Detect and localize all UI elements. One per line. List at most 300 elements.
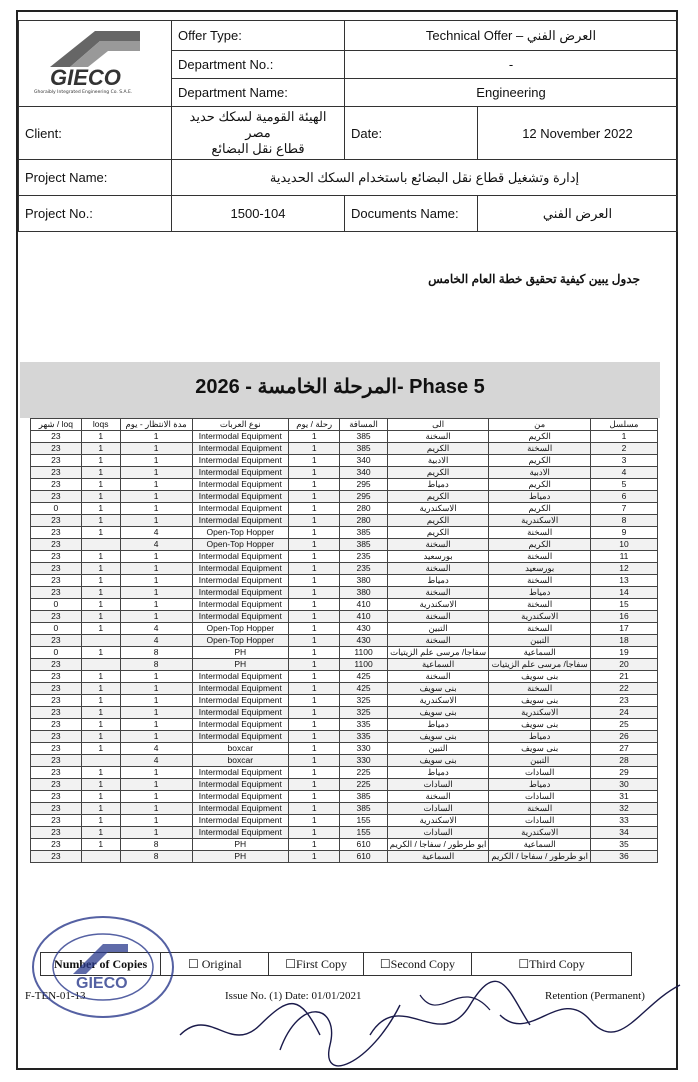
table-cell: boxcar [192, 743, 288, 755]
table-row [31, 539, 658, 551]
table-cell: 33 [590, 815, 657, 827]
table-cell: 1 [289, 443, 340, 455]
table-cell: 23 [31, 767, 82, 779]
table-cell: دمياط [489, 731, 591, 743]
table-cell: 23 [590, 695, 657, 707]
company-stamp-icon [28, 912, 178, 1022]
table-cell: سفاجا/ مرسى علم الزيتيات [489, 659, 591, 671]
table-cell: 1 [120, 683, 192, 695]
table-cell: 1 [120, 815, 192, 827]
table-cell: 4 [120, 623, 192, 635]
table-cell: Intermodal Equipment [192, 599, 288, 611]
table-cell: السادات [489, 791, 591, 803]
table-cell: الاسكندرية [489, 515, 591, 527]
table-cell: 380 [340, 587, 387, 599]
table-cell: 1 [289, 611, 340, 623]
table-cell [81, 635, 120, 647]
table-cell: 155 [340, 827, 387, 839]
table-cell: السخنة [489, 551, 591, 563]
table-cell: السماعية [489, 647, 591, 659]
table-cell: الكريم [387, 527, 489, 539]
table-cell: 8 [120, 851, 192, 863]
table-cell: 1 [289, 767, 340, 779]
table-cell: 8 [120, 659, 192, 671]
table-cell: 410 [340, 599, 387, 611]
table-cell: الادبية [489, 467, 591, 479]
table-cell: 1 [289, 431, 340, 443]
table-cell: 1 [289, 707, 340, 719]
svg-text:GIECO: GIECO [76, 975, 128, 992]
table-cell: 23 [31, 455, 82, 467]
table-cell: 610 [340, 851, 387, 863]
table-cell: 1 [81, 767, 120, 779]
table-cell: 1 [289, 575, 340, 587]
table-cell: 1 [289, 683, 340, 695]
table-cell: دمياط [387, 575, 489, 587]
table-cell: 1 [81, 695, 120, 707]
date-label: Date: [345, 107, 478, 160]
table-cell: 8 [590, 515, 657, 527]
table-row [31, 551, 658, 563]
table-cell: 35 [590, 839, 657, 851]
table-cell: 23 [31, 479, 82, 491]
table-cell: الاسكندرية [387, 815, 489, 827]
column-header-7: من [489, 419, 591, 431]
table-cell: 1 [81, 623, 120, 635]
table-cell: Open-Top Hopper [192, 527, 288, 539]
table-cell: 32 [590, 803, 657, 815]
copy-original-checkbox[interactable]: ☐ Original [161, 953, 269, 975]
table-cell: Intermodal Equipment [192, 683, 288, 695]
table-cell: السخنة [387, 791, 489, 803]
table-cell: 1 [81, 683, 120, 695]
table-cell: الادبية [387, 455, 489, 467]
table-cell: 1 [120, 611, 192, 623]
table-cell: 385 [340, 443, 387, 455]
table-cell: 4 [120, 527, 192, 539]
table-cell: 1 [289, 803, 340, 815]
table-cell: 1 [81, 503, 120, 515]
table-cell: الاسكندرية [387, 503, 489, 515]
table-cell: 13 [590, 575, 657, 587]
table-cell: التبين [489, 635, 591, 647]
table-cell: PH [192, 851, 288, 863]
copy-first-checkbox[interactable]: ☐First Copy [269, 953, 363, 975]
table-cell: 23 [31, 467, 82, 479]
table-cell: 4 [590, 467, 657, 479]
table-cell: 23 [31, 791, 82, 803]
table-cell: بنى سويف [387, 755, 489, 767]
table-cell: 27 [590, 743, 657, 755]
table-cell: 1 [81, 731, 120, 743]
table-row [31, 719, 658, 731]
table-cell: 1100 [340, 659, 387, 671]
table-cell: 1 [81, 515, 120, 527]
client-label: Client: [19, 107, 172, 160]
table-cell: 1 [289, 635, 340, 647]
table-cell: 1 [120, 503, 192, 515]
table-cell: 1 [289, 827, 340, 839]
table-cell: 25 [590, 719, 657, 731]
table-cell: 385 [340, 431, 387, 443]
table-cell: 4 [120, 755, 192, 767]
table-cell: 1 [289, 599, 340, 611]
table-cell: 1 [120, 671, 192, 683]
table-cell: 1 [81, 827, 120, 839]
table-cell: الكريم [489, 431, 591, 443]
table-cell [81, 539, 120, 551]
table-cell: 1 [289, 743, 340, 755]
table-cell: Intermodal Equipment [192, 611, 288, 623]
table-row [31, 839, 658, 851]
table-cell: 280 [340, 503, 387, 515]
table-cell: 23 [31, 443, 82, 455]
table-cell: 5 [590, 479, 657, 491]
phase-data-table [30, 418, 658, 863]
department-no-label: Department No.: [172, 51, 345, 79]
table-row [31, 587, 658, 599]
table-row [31, 815, 658, 827]
logo-text: GIECO [50, 65, 121, 90]
table-cell: Intermodal Equipment [192, 779, 288, 791]
table-cell: 7 [590, 503, 657, 515]
table-cell: السخنة [489, 803, 591, 815]
column-header-0: شهر / loq [31, 419, 82, 431]
table-cell: دمياط [387, 479, 489, 491]
table-cell: 385 [340, 539, 387, 551]
phase-banner [20, 362, 660, 418]
table-cell: Intermodal Equipment [192, 791, 288, 803]
table-cell: الاسكندرية [489, 611, 591, 623]
table-cell: 0 [31, 503, 82, 515]
table-cell: 0 [31, 647, 82, 659]
table-cell: 23 [31, 659, 82, 671]
table-row [31, 791, 658, 803]
table-cell: 295 [340, 491, 387, 503]
table-cell: 1 [81, 671, 120, 683]
table-cell: 1 [81, 803, 120, 815]
table-cell: 225 [340, 779, 387, 791]
column-header-8: مسلسل [590, 419, 657, 431]
table-cell: 1 [81, 443, 120, 455]
table-cell: 1 [81, 815, 120, 827]
table-cell: السادات [387, 827, 489, 839]
table-row [31, 443, 658, 455]
table-cell: السماعية [489, 839, 591, 851]
table-cell: الكريم [387, 443, 489, 455]
documents-name-value: العرض الفني [478, 196, 678, 232]
table-cell: السادات [489, 815, 591, 827]
table-cell: 1 [289, 623, 340, 635]
table-cell: 340 [340, 467, 387, 479]
table-cell: 1 [289, 695, 340, 707]
table-cell: 385 [340, 803, 387, 815]
table-cell: 335 [340, 731, 387, 743]
table-cell: 23 [31, 431, 82, 443]
table-cell: التبين [387, 623, 489, 635]
table-row [31, 695, 658, 707]
table-cell: 2 [590, 443, 657, 455]
table-row [31, 755, 658, 767]
table-body [31, 431, 658, 863]
table-cell: السادات [387, 803, 489, 815]
table-cell: 1 [120, 431, 192, 443]
table-cell: الكريم [387, 491, 489, 503]
table-cell: 1 [120, 587, 192, 599]
table-cell: 23 [31, 839, 82, 851]
table-cell: 14 [590, 587, 657, 599]
table-cell: 1 [289, 479, 340, 491]
table-row [31, 575, 658, 587]
table-cell: 1 [289, 491, 340, 503]
table-row [31, 659, 658, 671]
table-cell: 1 [81, 587, 120, 599]
table-cell: Intermodal Equipment [192, 707, 288, 719]
table-cell: 330 [340, 755, 387, 767]
table-row [31, 611, 658, 623]
table-cell: Open-Top Hopper [192, 539, 288, 551]
table-cell: 23 [31, 803, 82, 815]
table-cell: الكريم [489, 539, 591, 551]
table-cell: السخنة [387, 563, 489, 575]
table-cell: 1 [81, 455, 120, 467]
copy-second-checkbox[interactable]: ☐Second Copy [364, 953, 472, 975]
table-cell: 325 [340, 707, 387, 719]
table-cell: Intermodal Equipment [192, 695, 288, 707]
table-cell: 23 [31, 743, 82, 755]
table-cell: 6 [590, 491, 657, 503]
table-cell: 9 [590, 527, 657, 539]
table-cell [81, 755, 120, 767]
table-cell: 1 [289, 551, 340, 563]
table-row [31, 767, 658, 779]
table-cell: السخنة [387, 635, 489, 647]
table-cell: 1 [120, 467, 192, 479]
table-cell: 1 [289, 671, 340, 683]
department-no-value: - [345, 51, 678, 79]
table-row [31, 779, 658, 791]
table-cell: دمياط [387, 767, 489, 779]
table-header-row [31, 419, 658, 431]
table-cell: Intermodal Equipment [192, 443, 288, 455]
table-cell: الكريم [489, 503, 591, 515]
table-cell: بنى سويف [489, 671, 591, 683]
table-cell: PH [192, 647, 288, 659]
table-cell: 1 [81, 791, 120, 803]
table-cell: 3 [590, 455, 657, 467]
table-cell: بنى سويف [489, 743, 591, 755]
offer-type-label: Offer Type: [172, 21, 345, 51]
table-cell: 1 [81, 707, 120, 719]
footer-issue: Issue No. (1) Date: 01/01/2021 [225, 990, 362, 1002]
table-cell: 1 [289, 455, 340, 467]
table-cell: 23 [31, 587, 82, 599]
table-cell: 235 [340, 563, 387, 575]
table-row [31, 671, 658, 683]
table-cell: 23 [31, 683, 82, 695]
table-cell: 385 [340, 791, 387, 803]
table-cell: Intermodal Equipment [192, 515, 288, 527]
table-cell: Intermodal Equipment [192, 551, 288, 563]
table-cell: السخنة [489, 623, 591, 635]
table-cell: 21 [590, 671, 657, 683]
table-cell: boxcar [192, 755, 288, 767]
table-cell: 340 [340, 455, 387, 467]
table-cell: Open-Top Hopper [192, 635, 288, 647]
table-cell: 36 [590, 851, 657, 863]
table-cell: Intermodal Equipment [192, 431, 288, 443]
table-cell: 17 [590, 623, 657, 635]
table-cell: 1 [289, 563, 340, 575]
client-value-line2: قطاع نقل البضائع [211, 141, 305, 156]
column-header-1: loqs [81, 419, 120, 431]
table-cell: 425 [340, 671, 387, 683]
table-cell: Open-Top Hopper [192, 623, 288, 635]
table-cell: 425 [340, 683, 387, 695]
table-row [31, 563, 658, 575]
table-cell: الكريم [387, 467, 489, 479]
table-cell: 610 [340, 839, 387, 851]
table-cell: 380 [340, 575, 387, 587]
table-cell: 1 [289, 527, 340, 539]
table-cell: 1 [81, 527, 120, 539]
table-cell: دمياط [387, 719, 489, 731]
table-cell: 1 [289, 539, 340, 551]
table-cell: بورسعيد [489, 563, 591, 575]
table-cell: السادات [489, 767, 591, 779]
footer-retention: Retention (Permanent) [545, 990, 645, 1002]
table-cell: 1 [120, 443, 192, 455]
table-cell: 335 [340, 719, 387, 731]
table-cell: 23 [31, 671, 82, 683]
table-cell: 1 [590, 431, 657, 443]
table-cell: 410 [340, 611, 387, 623]
table-cell: 1 [120, 599, 192, 611]
table-cell: السخنة [387, 671, 489, 683]
table-cell: 29 [590, 767, 657, 779]
table-cell: 1 [81, 431, 120, 443]
table-cell: PH [192, 659, 288, 671]
table-row [31, 623, 658, 635]
table-cell: بنى سويف [387, 731, 489, 743]
table-cell: 31 [590, 791, 657, 803]
table-cell: بنى سويف [489, 695, 591, 707]
table-cell: 1 [289, 515, 340, 527]
table-cell: Intermodal Equipment [192, 803, 288, 815]
table-cell: Intermodal Equipment [192, 587, 288, 599]
table-cell: الكريم [489, 479, 591, 491]
table-cell: 11 [590, 551, 657, 563]
table-cell: 325 [340, 695, 387, 707]
table-cell: دمياط [489, 587, 591, 599]
table-cell: بنى سويف [387, 683, 489, 695]
table-cell: 16 [590, 611, 657, 623]
table-cell: Intermodal Equipment [192, 479, 288, 491]
table-cell: ابو طرطور / سفاجا / الكريم [489, 851, 591, 863]
table-row [31, 803, 658, 815]
table-cell: 1 [289, 719, 340, 731]
table-cell: الاسكندرية [387, 695, 489, 707]
table-cell: 30 [590, 779, 657, 791]
table-cell: السخنة [387, 611, 489, 623]
project-no-label: Project No.: [19, 196, 172, 232]
table-cell: 1 [120, 551, 192, 563]
table-cell: 10 [590, 539, 657, 551]
table-cell: 1 [289, 647, 340, 659]
table-cell: 1 [289, 779, 340, 791]
table-row [31, 731, 658, 743]
table-cell: 1 [120, 767, 192, 779]
table-cell: ابو طرطور / سفاجا / الكريم [387, 839, 489, 851]
table-cell: 1 [81, 779, 120, 791]
table-cell: السخنة [489, 443, 591, 455]
table-cell: 280 [340, 515, 387, 527]
table-cell: 1 [120, 707, 192, 719]
table-cell: Intermodal Equipment [192, 455, 288, 467]
table-cell: Intermodal Equipment [192, 827, 288, 839]
logo-subtitle-en: Ghoraibly Integrated Engineering Co. S.A.E. [34, 90, 133, 95]
table-cell: الاسكندرية [489, 707, 591, 719]
table-cell: 1 [81, 491, 120, 503]
table-cell: 1 [81, 575, 120, 587]
table-cell: 23 [31, 551, 82, 563]
table-cell: 1 [81, 647, 120, 659]
table-cell: Intermodal Equipment [192, 671, 288, 683]
table-cell: بنى سويف [489, 719, 591, 731]
column-header-3: نوع العربات [192, 419, 288, 431]
column-header-2: مدة الانتظار - يوم [120, 419, 192, 431]
table-cell: 430 [340, 635, 387, 647]
table-cell: السماعية [387, 659, 489, 671]
table-cell: 1 [120, 491, 192, 503]
table-cell: السخنة [489, 599, 591, 611]
gieco-logo-icon [30, 27, 160, 97]
project-name-label: Project Name: [19, 160, 172, 196]
table-cell: 1 [81, 599, 120, 611]
table-cell: 235 [340, 551, 387, 563]
document-subtitle: جدول يبين كيفية تحقيق خطة العام الخامس [428, 272, 640, 286]
table-cell: 23 [31, 779, 82, 791]
table-cell: الاسكندرية [387, 599, 489, 611]
table-cell: 1 [289, 659, 340, 671]
footer-form-code: F-TEN-01-13 [25, 990, 86, 1002]
table-row [31, 467, 658, 479]
table-cell: بنى سويف [387, 707, 489, 719]
table-cell: PH [192, 839, 288, 851]
table-row [31, 503, 658, 515]
table-row [31, 527, 658, 539]
documents-name-label: Documents Name: [345, 196, 478, 232]
table-cell: 1 [289, 587, 340, 599]
table-cell: الكريم [489, 455, 591, 467]
table-cell: 15 [590, 599, 657, 611]
table-cell: 1 [120, 779, 192, 791]
table-cell: 23 [31, 527, 82, 539]
table-cell: دمياط [489, 491, 591, 503]
table-row [31, 515, 658, 527]
table-cell: 24 [590, 707, 657, 719]
table-cell: 1 [81, 839, 120, 851]
table-cell: Intermodal Equipment [192, 503, 288, 515]
table-cell: بورسعيد [387, 551, 489, 563]
table-cell: Intermodal Equipment [192, 815, 288, 827]
table-cell: 1 [120, 563, 192, 575]
table-cell: السخنة [489, 683, 591, 695]
copy-third-checkbox[interactable]: ☐Third Copy [518, 956, 585, 971]
table-row [31, 827, 658, 839]
table-cell: Intermodal Equipment [192, 731, 288, 743]
table-cell: 1 [120, 515, 192, 527]
